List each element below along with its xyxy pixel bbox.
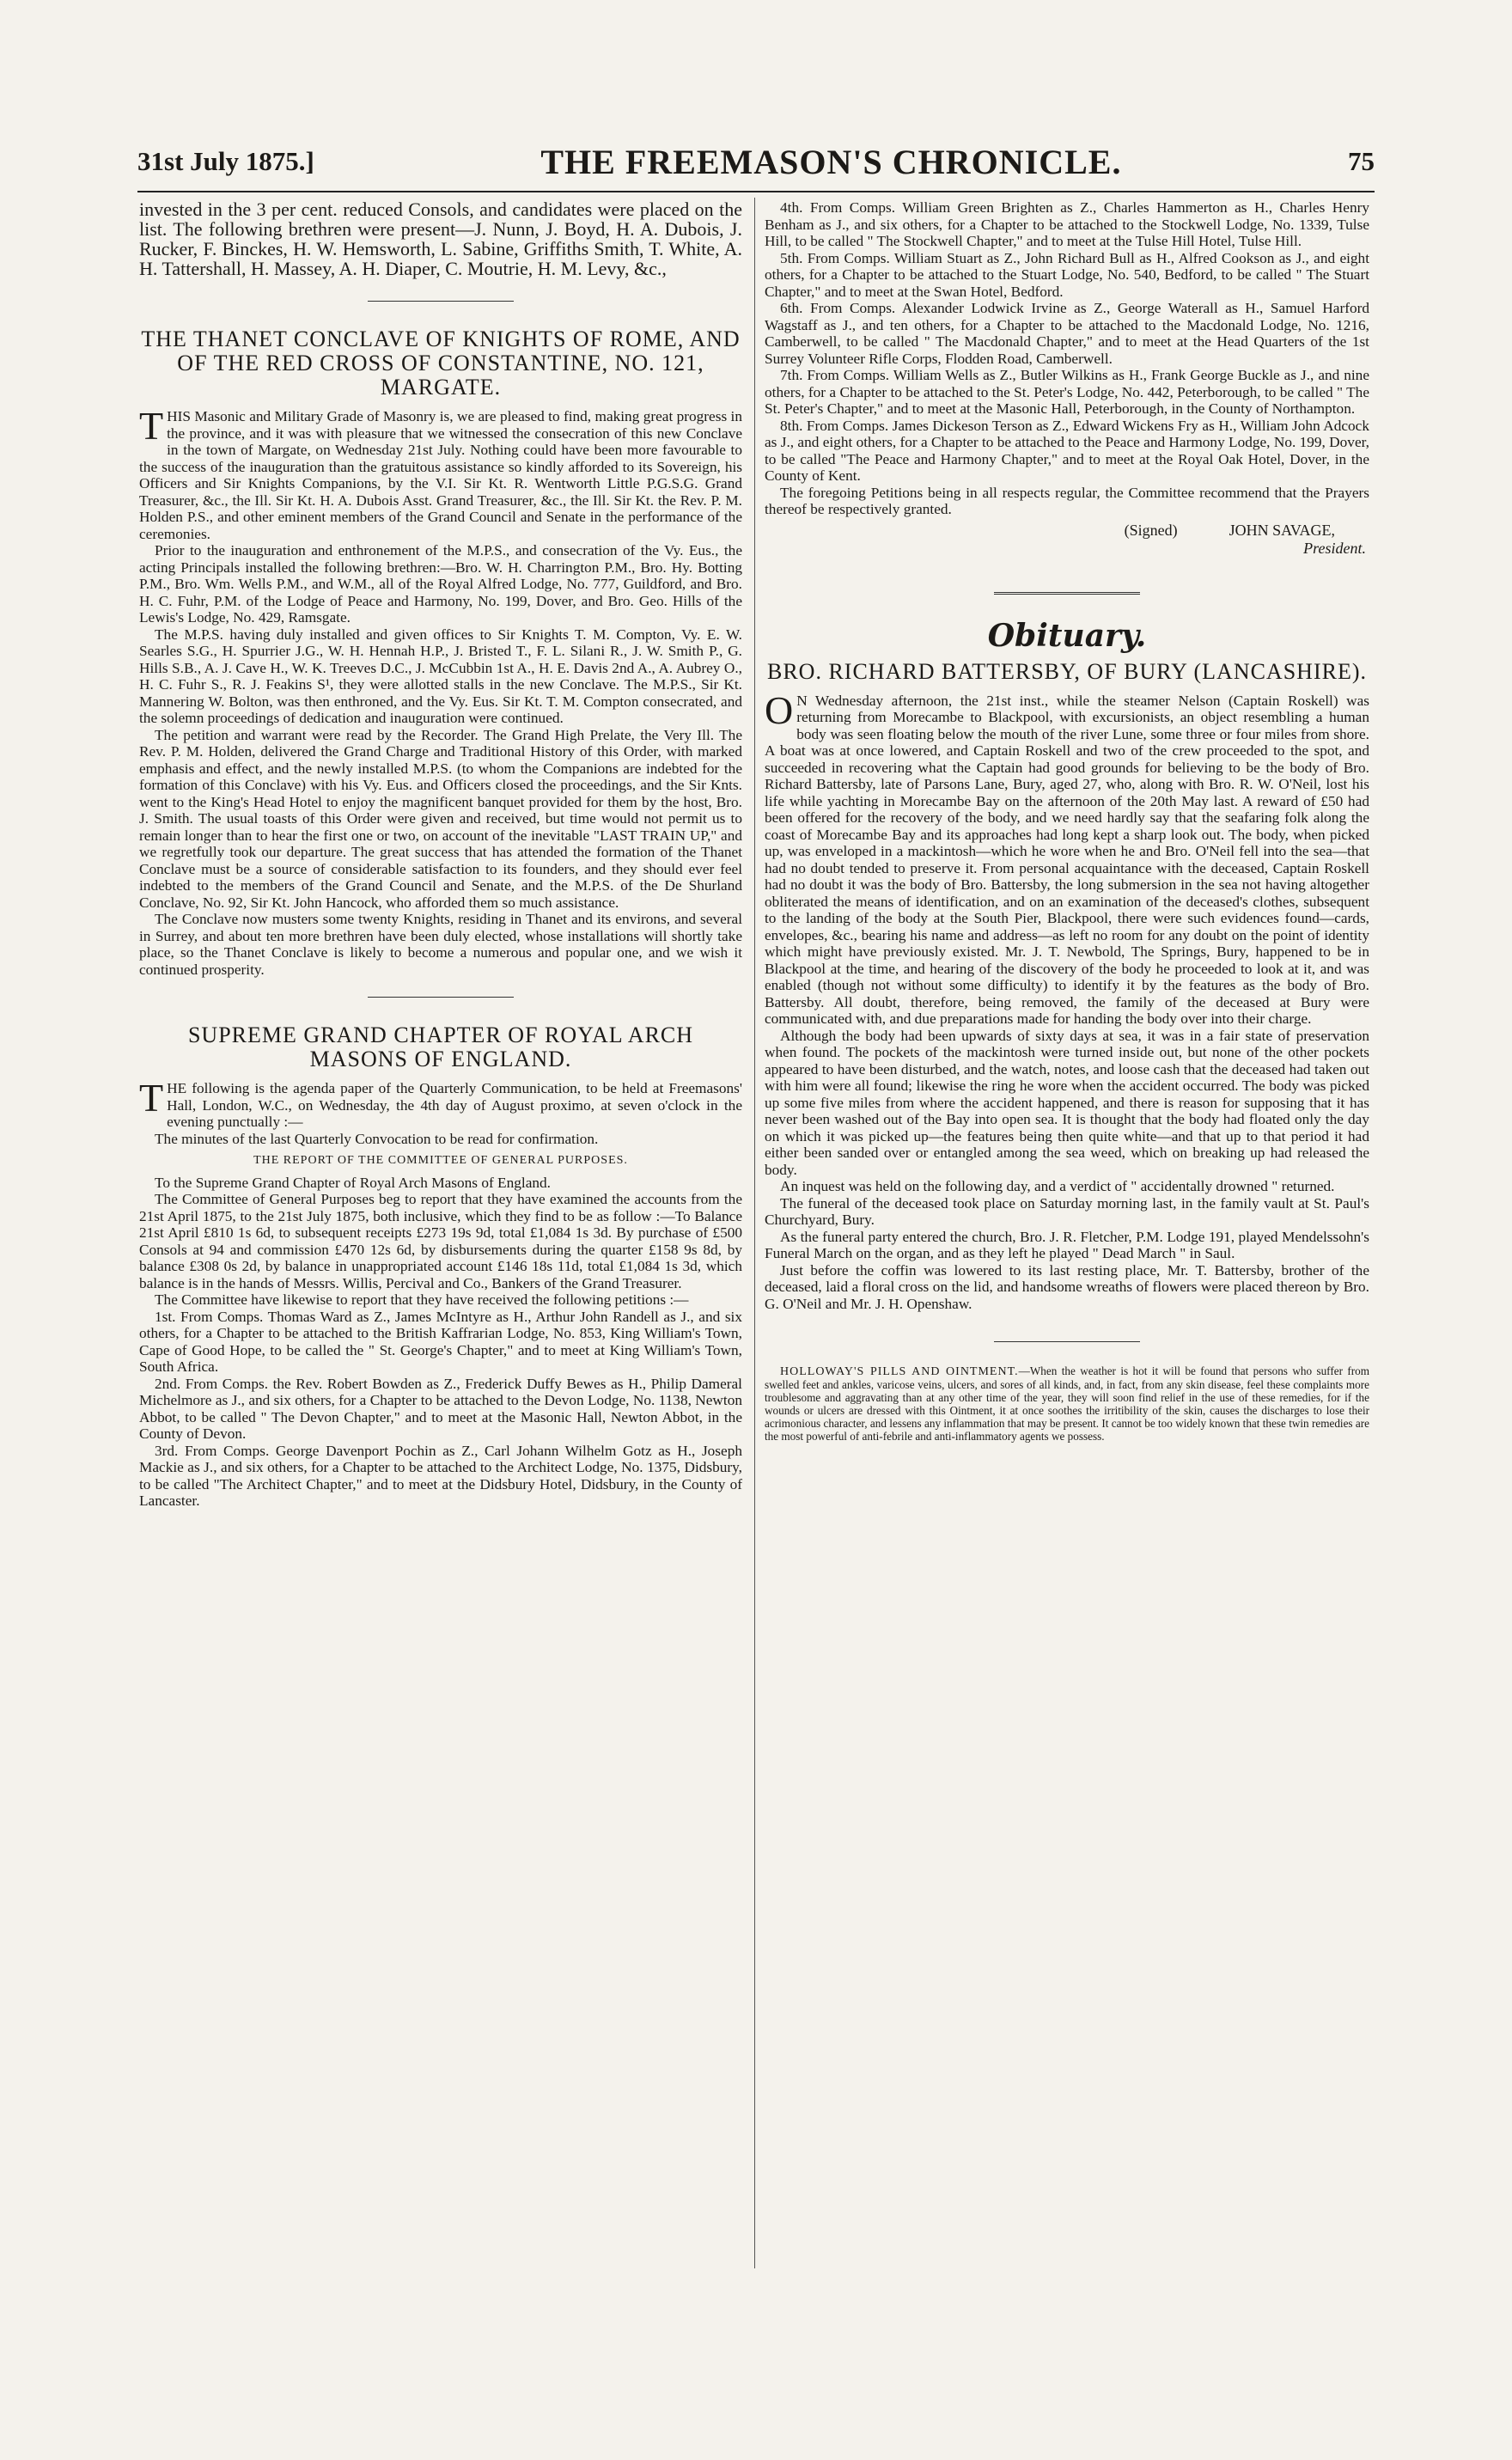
- recommendation-paragraph: The foregoing Petitions being in all respects regular, the Committee recommend that the Prayers thereof be respectively granted.: [765, 484, 1369, 517]
- signature-line: [765, 522, 1369, 540]
- obituary-title: BRO. RICHARD BATTERSBY, OF BURY (LANCASHIRE).: [767, 658, 1367, 684]
- drop-cap: T: [139, 404, 164, 448]
- right-column: [765, 199, 1369, 1443]
- obituary-paragraph: As the funeral party entered the church, Bro. J. R. Fletcher, P.M. Lodge 191, played Mendelssohn's Funeral March on the organ, and as they left he played " Dead March " in Saul.: [765, 1228, 1369, 1261]
- obituary-paragraph: Although the body had been upwards of sixty days at sea, it was in a fair state of preservation when found. The pockets of the mackintosh were turned inside out, but none of the other pockets appeared to have been disturbed, and the watch, notes, and loose cash that the deceased had taken out with him were all found; likewise the ring he wore when the accident occurred. The body was picked up some five miles from where the accident happened, and there is reason for supposing that it has never been washed out of the Bay into open sea. It is thought that the body had floated only the day on which it was picked up—the features being then quite white—and that up to that period it had either been sanded over or entangled among the sea weed, which on breaking up had released the body.: [765, 1027, 1369, 1178]
- signed-label: (Signed): [1124, 521, 1178, 539]
- petition-item: 7th. From Comps. William Wells as Z., Butler Wilkins as H., Frank George Buckle as J., and nine others, for a Chapter to be attached to the St. Peter's Lodge, No. 442, Peterborough, to be called " The St. Peter's Chapter," and to meet at the Masonic Hall, Peterborough, in the County of Northampton.: [765, 367, 1369, 417]
- petition-item: 2nd. From Comps. the Rev. Robert Bowden as Z., Frederick Duffy Bewes as H., Philip Dameral Michelmore as J., and six others, for a Chapter to be attached to the Devon Lodge, No. 1138, Newton Abbot, to be called " The Devon Chapter," and to meet at the Masonic Hall, Newton Abbot, in the County of Devon.: [139, 1375, 742, 1442]
- thanet-conclave-title: THE THANET CONCLAVE OF KNIGHTS OF ROME, AND OF THE RED CROSS OF CONSTANTINE, NO. 121, MARGATE.: [141, 327, 741, 400]
- petition-item: 5th. From Comps. William Stuart as Z., John Richard Bull as H., Alfred Cookson as J., and eight others, for a Chapter to be attached to the Stuart Lodge, No. 540, Bedford, to be called " The Stuart Chapter," and to meet at the Swan Hotel, Bedford.: [765, 249, 1369, 300]
- obituary-paragraph: Just before the coffin was lowered to its last resting place, Mr. T. Battersby, brother of the deceased, laid a floral cross on the lid, and handsome wreaths of flowers were placed thereon by Bro. G. O'Neil and Mr. J. H. Openshaw.: [765, 1261, 1369, 1312]
- obituary-paragraph: The funeral of the deceased took place on Saturday morning last, in the family vault at St. Paul's Churchyard, Bury.: [765, 1194, 1369, 1228]
- obituary-intro-paragraph: O N Wednesday afternoon, the 21st inst., while the steamer Nelson (Captain Roskell) was returning from Morecambe to Blackpool, with excursionists, an object resembling a human body was seen floating below the mouth of the river Lune, some three or four miles from shore. A boat was at once lowered, and Captain Roskell and two of the crew proceeded to the spot, and succeeded in recovering what the Captain had good grounds for believing to be the body of Bro. Richard Battersby, late of Parsons Lane, Bury, aged 27, who, along with Bro. R. W. O'Neil, lost his life while yachting in Morecambe Bay on the afternoon of the 20th May last. A reward of £50 had been offered for the recovery of the body, and we need hardly say that the seafaring folk along the coast of Morecambe Bay and its approaches had long kept a sharp look out. The body, when picked up, was enveloped in a mackintosh—which he wore when he and Bro. O'Neil fell into the sea—that had no doubt tended to preserve it. From personal acquaintance with the deceased, Captain Roskell had no doubt it was the body of Bro. Battersby, the long submersion in the sea not having altogether obliterated the means of identification, and on an examination of the deceased's clothes, subsequent to the landing of the body at the South Pier, Blackpool, there were such evidences found—cards, envelopes, &c., bearing his name and address—as left no room for any doubt on the point of identity which might have previously existed. Mr. J. T. Newbold, The Springs, Bury, happened to be in Blackpool at the time, and hearing of the discovery of the body he proceeded to look at it, and was enabled (though not without some difficulty) to identify it by the features as the body of Bro. Battersby. All doubt, therefore, being removed, the family of the deceased at Bury were communicated with, and due preparations made for handing the body over into their charge.: [765, 687, 1369, 1027]
- sgc-paragraph: The Committee of General Purposes beg to report that they have examined the accounts from the 21st April 1875, to the 21st July 1875, both inclusive, which they find to be as follow :—To Balance 21st April £810 1s 6d, to subsequent receipts £273 19s 9d, total £1,084 1s 3d. By purchase of £500 Consols at 94 and commission £470 12s 6d, by disbursements during the quarter £158 9s 8d, by balance £308 0s 2d, by balance in unappropriated account £146 18s 11d, total £1,084 1s 3d, which balance is in the hands of Messrs. Willis, Percival and Co., Bankers of the Grand Treasurer.: [139, 1191, 742, 1291]
- continued-paragraph: invested in the 3 per cent. reduced Consols, and candidates were placed on the list. The following brethren were present—J. Nunn, J. Boyd, H. A. Dubois, J. Rucker, F. Binckes, H. W. Hemsworth, L. Sabine, Griffiths Smith, T. White, A. H. Tattershall, H. Massey, A. H. Diaper, C. Moutrie, H. M. Levy, &c.,: [139, 198, 742, 279]
- thanet-paragraph: The petition and warrant were read by the Recorder. The Grand High Prelate, the Very Ill. The Rev. P. M. Holden, delivered the Grand Charge and Traditional History of this Order, with marked emphasis and effect, and the newly installed M.P.S. (to whom the Companions are indebted for the formation of this Conclave) with his Vy. Eus. and Officers closed the proceedings, and the Sir Knts. went to the King's Head Hotel to enjoy the magnificent banquet provided for them by the host, Bro. J. Smith. The usual toasts of this Order were given and received, but time would not permit us to remain longer than to hear the first one or two, on account of the inevitable "LAST TRAIN UP," and we regretfully took our departure. The great success that has attended the formation of the Thanet Conclave must be a source of considerable satisfaction to its founders, and they should ever feel indebted to the members of the Grand Council and Senate, and the M.P.S. of the De Shurland Conclave, No. 92, Sir Kt. John Hancock, who afforded them so much assistance.: [139, 726, 742, 911]
- page-number: 75: [1348, 146, 1375, 176]
- sgc-intro-paragraph: THE following is the agenda paper of the Quarterly Communication, to be held at Freemasons' Hall, London, W.C., on Wednesday, the 4th day of August proximo, at seven o'clock in the evening punctually :—: [139, 1076, 742, 1130]
- thanet-paragraph: The M.P.S. having duly installed and given offices to Sir Knights T. M. Compton, Vy. E. W. Searles S.G., H. Spurrier J.G., W. H. Hennah H.P., J. Bristed T., F. L. Silani R., J. W. Smith P., G. Hills S.B., A. J. Cave H., W. K. Treeves D.C., J. McCubbin 1st A., H. E. Davis 2nd A., A. Aubrey O., H. C. Fuhr S., R. J. Feakins S¹, they were allotted stalls in the new Conclave. The M.P.S., Sir Kt. Mannering W. Bolton, was then enthroned, and the Vy. Eus. Sir Kt. T. M. Compton consecrated, and the solemn proceedings of dedication and inauguration were continued.: [139, 626, 742, 726]
- signer-title: President.: [1303, 539, 1366, 557]
- petition-item: 1st. From Comps. Thomas Ward as Z., James McIntyre as H., Arthur John Randell as J., and six others, for a Chapter to be attached to the British Kaffrarian Lodge, No. 853, King William's Town, Cape of Good Hope, to be called the " St. George's Chapter," and to meet at King William's Town, South Africa.: [139, 1308, 742, 1375]
- petition-item: 8th. From Comps. James Dickeson Terson as Z., Edward Wickens Fry as H., William John Adcock as J., and eight others, for a Chapter to be attached to the Peace and Harmony Lodge, No. 199, Dover, to be called "The Peace and Harmony Chapter," and to meet at the Royal Oak Hotel, Dover, in the County of Kent.: [765, 417, 1369, 484]
- sgc-paragraph: To the Supreme Grand Chapter of Royal Arch Masons of England.: [155, 1174, 551, 1191]
- header-rule: [137, 191, 1375, 192]
- thanet-paragraph: Prior to the inauguration and enthronement of the M.P.S., and consecration of the Vy. Eus., the acting Principals installed the following brethren:—Bro. W. H. Charrington P.M., Bro. Hy. Botting P.M., Bro. Wm. Wells P.M., and W.M., all of the Royal Alfred Lodge, No. 777, Guildford, and Bro. H. C. Fuhr, P.M. of the Lodge of Peace and Harmony, No. 199, Dover, and Bro. Geo. Hills of the Lewis's Lodge, No. 429, Ramsgate.: [139, 542, 742, 626]
- obituary-heading: Obituary.: [987, 617, 1147, 654]
- holloway-advertisement: [765, 1364, 1369, 1443]
- petition-item: 3rd. From Comps. George Davenport Pochin as Z., Carl Johann Wilhelm Gotz as H., Joseph Mackie as J., and six others, for a Chapter to be attached to the Architect Lodge, No. 1375, Didsbury, to be called "The Architect Chapter," and to meet at the Didsbury Hotel, Didsbury, in the County of Lancaster.: [139, 1442, 742, 1509]
- drop-cap: O: [765, 687, 794, 732]
- sgc-paragraph: The minutes of the last Quarterly Convocation to be read for confirmation.: [155, 1130, 599, 1147]
- page-header: [137, 136, 1375, 187]
- petition-item: 6th. From Comps. Alexander Lodwick Irvine as Z., George Waterall as H., Samuel Harford Wagstaff as J., and ten others, for a Chapter to be attached to the Macdonald Lodge, No. 1216, Camberwell, to be called " The Macdonald Chapter," and to meet at the Head Quarters of the 1st Surrey Volunteer Rifle Corps, Flodden Road, Camberwell.: [765, 300, 1369, 367]
- drop-cap: T: [139, 1076, 164, 1120]
- masthead-title: THE FREEMASON'S CHRONICLE.: [540, 142, 1122, 181]
- advertisement-text: HOLLOWAY'S PILLS AND OINTMENT.—When the weather is hot it will be found that persons who suffer from swelled feet and ankles, varicose veins, ulcers, and sores of all kinds, and, in fact, from any skin disease, feel these complaints more troublesome and aggravating than at any other time of the year, they will soon find relief in the use of these remedies, for if the wounds or ulcers are dressed with this Ointment, it at once soothes the irritibility of the skin, causes the discharges to lose their acrimonious character, and lessens any inflammation that may be present. It cannot be too widely known that these twin remedies are the most powerful of anti-febrile and anti-inflammatory agents we possess.: [765, 1364, 1370, 1443]
- obituary-paragraph: An inquest was held on the following day, and a verdict of " accidentally drowned " returned.: [780, 1178, 1335, 1194]
- sgc-paragraph: The Committee have likewise to report that they have received the following petitions :—: [155, 1291, 689, 1308]
- thanet-intro-paragraph: THIS Masonic and Military Grade of Masonry is, we are pleased to find, making great progress in the province, and it was with pleasure that we witnessed the consecration of this new Conclave in the town of Margate, on Wednesday 21st July. Nothing could have been more favourable to the success of the inauguration than the gratuitous assistance so kindly afforded to its Sovereign, his Officers and Sir Knights Companions, by the V.I. Sir Kt. R. Wentworth Little P.G.S.G. Grand Treasurer, &c., the Ill. Sir Kt. H. A. Dubois Asst. Grand Treasurer, &c., the Ill. Sir Kt. the Rev. P. M. Holden P.S., and other eminent members of the Grand Council and Senate in the performance of the ceremonies.: [139, 404, 742, 542]
- left-column: [139, 199, 742, 1510]
- issue-date: 31st July 1875.]: [137, 146, 314, 176]
- petition-item: 4th. From Comps. William Green Brighten as Z., Charles Hammerton as H., Charles Henry Benham as J., and six others, for a Chapter to be attached to the Stockwell Lodge, No. 1339, Tulse Hill, to be called " The Stockwell Chapter," and to meet at the Tulse Hill Hotel, Tulse Hill.: [765, 199, 1369, 249]
- signer-name: JOHN SAVAGE,: [1228, 521, 1335, 539]
- thanet-paragraph: The Conclave now musters some twenty Knights, residing in Thanet and its environs, and several in Surrey, and about ten more brethren have been duly elected, whose installations will shortly take place, so the Thanet Conclave is likely to become a numerous and popular one, and we wish it continued prosperity.: [139, 911, 742, 978]
- supreme-grand-chapter-title: SUPREME GRAND CHAPTER OF ROYAL ARCH MASONS OF ENGLAND.: [187, 1022, 694, 1071]
- column-divider: [754, 198, 755, 2268]
- report-subheading: THE REPORT OF THE COMMITTEE OF GENERAL PURPOSES.: [253, 1154, 628, 1167]
